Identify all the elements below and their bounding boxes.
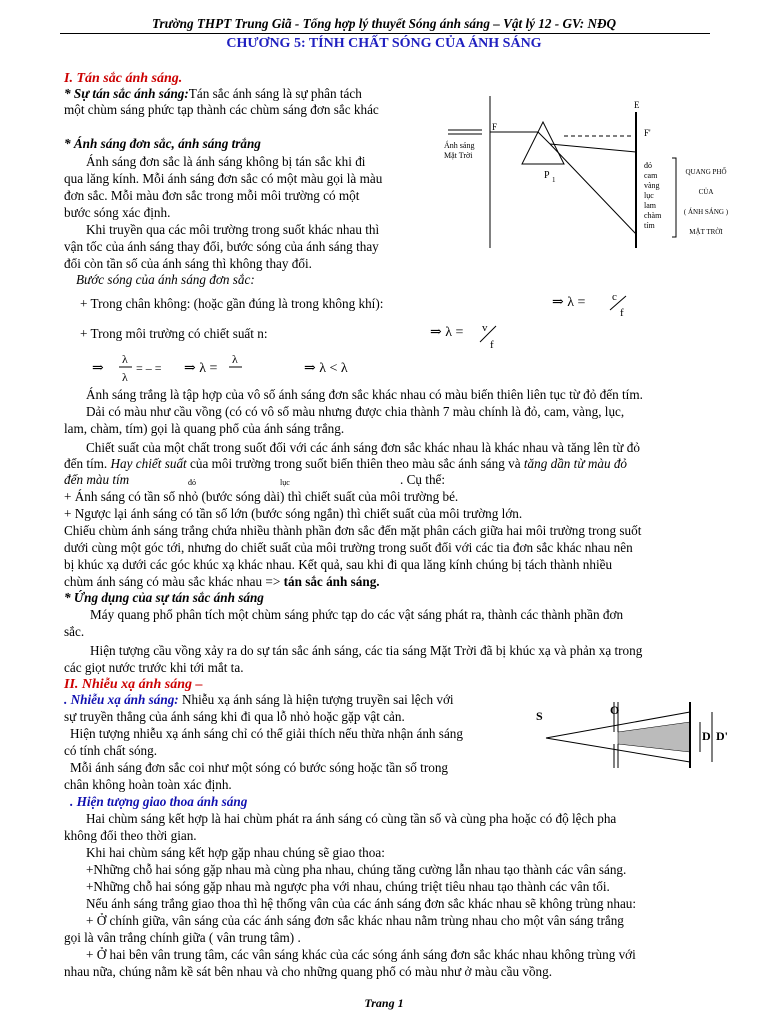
subscript-green: lục	[280, 478, 290, 487]
disp-4a: chùm ánh sáng có màu sắc khác nhau =>	[64, 574, 281, 589]
svg-text:v: v	[482, 322, 488, 334]
dispersion-text-1: Chiếu chùm ánh sáng trắng chứa nhiều thành phần đơn sắc đến mặt phân cách giữa hai môi trường trong suốt	[64, 523, 642, 538]
dispersion-text-3: bị khúc xạ dưới các góc khúc xạ khác nhau. Kết quả, sau khi đi qua lăng kính chúng bị tách thành nhiều	[64, 557, 613, 572]
svg-text:⇒ λ =: ⇒ λ =	[184, 361, 218, 376]
dispersion-text-2: dưới cùng một góc tới, nhưng do chiết suất của môi trường trong suốt đối với các tia đơn sắc khác nhau nên	[64, 540, 633, 555]
svg-text:⇒ λ < λ: ⇒ λ < λ	[304, 361, 348, 376]
white-light-2: Dải có màu như cầu vồng (có có vô số màu nhưng được chia thành 7 màu chính là đỏ, cam, vàng, lục,	[86, 404, 625, 419]
application-3: Hiện tượng cầu vồng xảy ra do sự tán sắc ánh sáng, các tia sáng Mặt Trời đã bị khúc xạ và phản xạ trong	[90, 643, 643, 658]
subscript-red: đỏ	[188, 478, 196, 487]
label-P-sub: 1	[552, 176, 556, 184]
plus-line-2: + Ngược lại ánh sáng có tần số lớn (bước sóng ngắn) thì chiết suất của môi trường lớn.	[64, 506, 523, 521]
interference-2: không đổi theo thời gian.	[64, 828, 197, 843]
index-text-3b: . Cụ thể:	[400, 472, 446, 487]
index-2c: của môi trường trong suốt biến thiên theo màu sắc ánh sáng và	[190, 456, 521, 471]
application-title: * Ứng dụng của sự tán sắc ánh sáng	[64, 590, 264, 605]
label-sun-2: Mặt Trời	[444, 151, 473, 160]
definition-text: Tán sắc ánh sáng là sự phân tách	[188, 86, 362, 101]
application-4: các giọt nước trước khi tới mắt ta.	[64, 660, 244, 675]
plus-line-1: + Ánh sáng có tần số nhỏ (bước sóng dài) thì chiết suất của môi trường bé.	[64, 489, 459, 504]
white-light-1: Ánh sáng trắng là tập hợp của vô số ánh sáng đơn sắc khác nhau có màu biến thiên liên tục từ đỏ đến tím.	[86, 387, 643, 402]
index-text-2	[64, 456, 627, 473]
mono-text-4: bước sóng xác định.	[64, 205, 171, 220]
spectrum-color-label: đỏ	[644, 161, 652, 170]
svg-text:⇒ λ =: ⇒ λ =	[430, 325, 464, 340]
svg-text:f: f	[620, 307, 624, 319]
mono-text-3: đơn sắc. Mỗi màu đơn sắc trong mỗi môi trường có một	[64, 188, 360, 203]
chapter-title: CHƯƠNG 5: TÍNH CHẤT SÓNG CỦA ÁNH SÁNG	[226, 36, 542, 51]
mono-text-6: vận tốc của ánh sáng thay đổi, bước sóng của ánh sáng thay	[64, 239, 379, 254]
svg-text:c: c	[612, 291, 617, 303]
svg-text:= – =: = – =	[136, 361, 162, 375]
interference-10: nhau nữa, chúng nằm kề sát bên nhau và cho những quang phổ có màu như ở màu cầu vồng.	[64, 964, 553, 979]
section-1-title: I. Tán sắc ánh sáng.	[64, 71, 183, 86]
svg-text:⇒: ⇒	[92, 361, 104, 376]
white-light-3: lam, chàm, tím) gọi là quang phổ của ánh sáng trắng.	[64, 421, 345, 436]
diffraction-text-4: có tính chất sóng.	[64, 743, 158, 758]
spectrum-caption: MẶT TRỜI	[689, 228, 723, 236]
page-number: Trang 1	[364, 996, 404, 1010]
disp-4b: tán sắc ánh sáng.	[283, 574, 380, 589]
label-F: F	[492, 122, 498, 132]
interference-3: Khi hai chùm sáng kết hợp gặp nhau chúng sẽ giao thoa:	[86, 845, 385, 860]
dispersion-text-4	[64, 574, 380, 591]
interference-7: + Ở chính giữa, vân sáng của các ánh sáng đơn sắc khác nhau nằm trùng nhau cho một vân sáng trắng	[86, 913, 624, 928]
page-header: Trường THPT Trung Giã - Tổng hợp lý thuyết Sóng ánh sáng – Vật lý 12 - GV: NĐQ	[151, 16, 617, 31]
label-F-prime: F'	[644, 128, 651, 138]
mono-text-7: đổi còn tần số của ánh sáng thì không thay đổi.	[64, 256, 312, 271]
diffraction-text-1: Nhiễu xạ ánh sáng là hiện tượng truyền sai lệch với	[182, 692, 454, 707]
wavelength-title: Bước sóng của ánh sáng đơn sắc:	[76, 272, 255, 287]
label-P: P	[544, 170, 550, 181]
svg-text:λ: λ	[122, 352, 128, 366]
header-divider	[60, 33, 710, 34]
spectrum-color-label: tím	[644, 221, 655, 230]
label-E: E	[634, 100, 640, 110]
mono-text-2: qua lăng kính. Mỗi ánh sáng đơn sắc có một màu gọi là màu	[64, 171, 383, 186]
diffraction-text-5: Mỗi ánh sáng đơn sắc coi như một sóng có bước sóng hoặc tần số trong	[70, 760, 449, 775]
spectrum-caption: ( ÁNH SÁNG )	[683, 208, 729, 216]
label-S: S	[536, 709, 543, 723]
spectrum-color-label: cam	[644, 171, 658, 180]
diffraction-label: . Nhiễu xạ ánh sáng:	[64, 692, 179, 707]
interference-5: +Những chỗ hai sóng gặp nhau mà ngược pha với nhau, chúng triệt tiêu nhau tạo thành các vân tối.	[86, 879, 610, 894]
spectrum-color-label: chàm	[644, 211, 662, 220]
spectrum-caption: CỦA	[698, 188, 714, 196]
interference-title: . Hiện tượng giao thoa ánh sáng	[70, 794, 248, 809]
application-2: sắc.	[64, 624, 85, 639]
interference-4: +Những chỗ hai sóng gặp nhau mà cùng pha nhau, chúng tăng cường lẫn nhau tạo thành các vân sáng.	[86, 862, 627, 877]
mono-text-1: Ánh sáng đơn sắc là ánh sáng không bị tán sắc khi đi	[86, 154, 366, 169]
spectrum-color-label: vàng	[644, 181, 660, 190]
interference-8: gọi là vân trắng chính giữa ( vân trung tâm) .	[64, 930, 301, 945]
svg-text:λ: λ	[232, 352, 238, 366]
diffraction-text-2: sự truyền thẳng của ánh sáng khi đi qua lỗ nhỏ hoặc gặp vật cản.	[64, 709, 405, 724]
diffraction-text-3: Hiện tượng nhiễu xạ ánh sáng chỉ có thể giải thích nếu thừa nhận ánh sáng	[70, 726, 463, 741]
dispersion-definition	[64, 86, 434, 103]
svg-text:λ: λ	[122, 370, 128, 384]
medium-line: + Trong môi trường có chiết suất n:	[80, 326, 268, 341]
diffraction-figure	[534, 700, 744, 770]
prism-figure	[440, 92, 760, 252]
definition-text-2: một chùm sáng phức tạp thành các chùm sáng đơn sắc khác	[64, 102, 379, 117]
diffraction-text-6: chân không hoàn toàn xác định.	[64, 777, 232, 792]
interference-1: Hai chùm sáng kết hợp là hai chùm phát ra ánh sáng có cùng tần số và cùng pha hoặc có độ lệch pha	[86, 811, 617, 826]
vacuum-line: + Trong chân không: (hoặc gần đúng là trong không khí):	[80, 296, 384, 311]
svg-text:⇒ λ =: ⇒ λ =	[552, 295, 586, 310]
definition-label: * Sự tán sắc ánh sáng:	[64, 86, 189, 101]
ratio-formulas	[92, 350, 392, 386]
index-text-1: Chiết suất của một chất trong suốt đối với các ánh sáng đơn sắc khác nhau là khác nhau và tăng lên từ đỏ	[86, 440, 640, 455]
svg-text:f: f	[490, 339, 494, 351]
label-D: D	[702, 729, 711, 743]
label-O: O	[610, 703, 620, 717]
interference-6: Nếu ánh sáng trắng giao thoa thì hệ thống vân của các ánh sáng đơn sắc khác nhau sẽ không trùng nhau:	[86, 896, 637, 911]
application-1: Máy quang phổ phân tích một chùm sáng phức tạp do các vật sáng phát ra, thành các thành phần đơn	[90, 607, 624, 622]
spectrum-caption: QUANG PHỔ	[685, 168, 727, 176]
index-text-3: đến màu tím	[64, 472, 130, 487]
index-2a: đến tím.	[64, 456, 108, 471]
mono-title: * Ánh sáng đơn sắc, ánh sáng trắng	[64, 136, 261, 151]
mono-text-5: Khi truyền qua các môi trường trong suốt khác nhau thì	[86, 222, 380, 237]
index-2d: tăng dần từ màu đỏ	[523, 456, 628, 471]
wavelength-formulas	[430, 286, 670, 356]
index-2b: Hay chiết suất	[110, 456, 187, 471]
label-D-prime: D'	[716, 729, 728, 743]
section-2-title: II. Nhiễu xạ ánh sáng –	[64, 677, 203, 692]
interference-9: + Ở hai bên vân trung tâm, các vân sáng khác của các sóng ánh sáng đơn sắc khác nhau không trùng với	[86, 947, 636, 962]
spectrum-color-label: lục	[644, 191, 654, 200]
spectrum-color-label: lam	[644, 201, 656, 210]
diffraction-def	[64, 692, 454, 709]
label-sun-1: Ánh sáng	[444, 141, 475, 150]
